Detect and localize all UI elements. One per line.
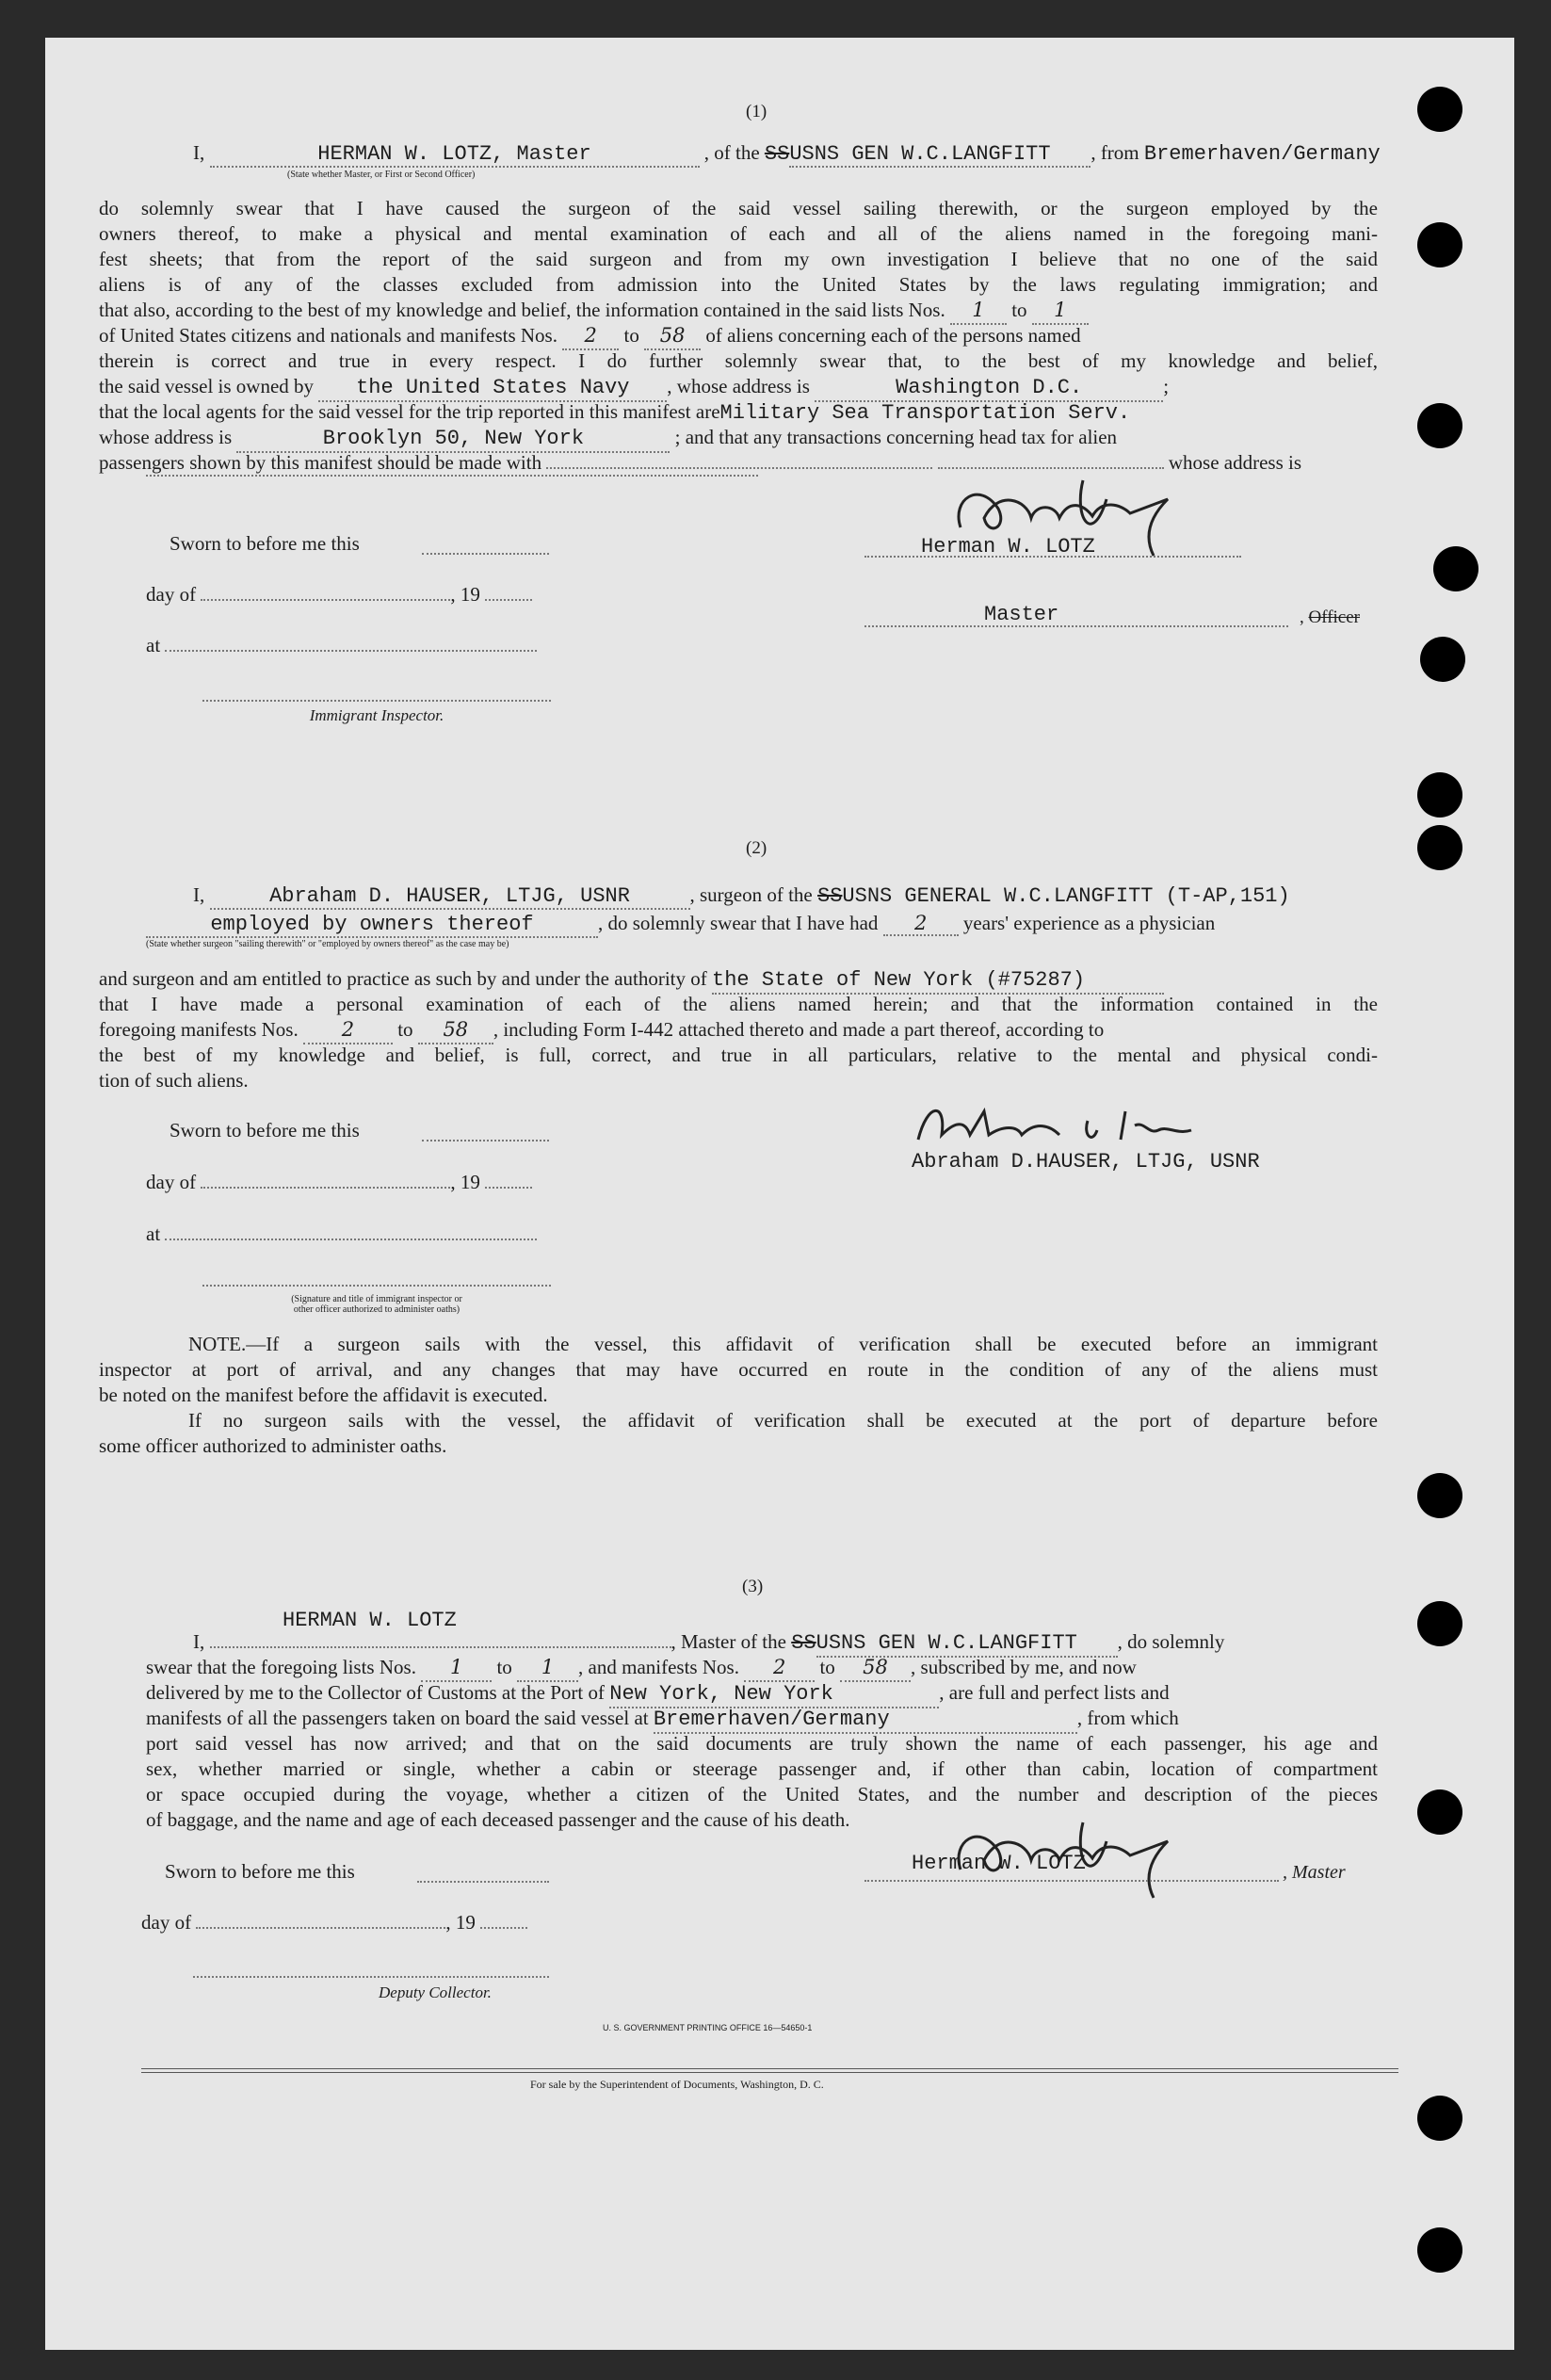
surgeon-line <box>193 883 1290 910</box>
text: , whose address is <box>667 375 810 397</box>
section-2-number: (2) <box>746 838 767 858</box>
label-i: I, <box>193 141 205 164</box>
years-field: 2 <box>883 912 959 936</box>
affidavit-3-line <box>146 1680 1378 1708</box>
sworn-label: Sworn to before me this <box>165 1860 355 1883</box>
text: manifests of all the passengers taken on board the said vessel at <box>146 1707 649 1729</box>
sworn-date-line <box>422 553 549 555</box>
struck-prefix: SS <box>817 884 843 908</box>
text: at <box>146 1222 161 1245</box>
text: (Signature and title of immigrant inspector or <box>291 1294 462 1304</box>
punch-hole <box>1417 825 1462 870</box>
master-label: , Master <box>1283 1862 1346 1883</box>
label-of-the: , of the <box>703 141 760 164</box>
master-signature-line <box>864 1880 1279 1882</box>
affidavit-1-line <box>99 425 1378 453</box>
section-3-number: (3) <box>742 1577 764 1596</box>
year-label: , 19 <box>450 583 480 606</box>
text: whose address is <box>1168 451 1302 474</box>
punch-hole <box>1433 546 1478 591</box>
affidavit-1-line: therein is correct and true in every respect. I do further solemnly swear that, to the best of my knowledge and belief, <box>99 349 1378 372</box>
sale-notice: For sale by the Superintendent of Documents, Washington, D. C. <box>530 2078 824 2091</box>
text: to <box>496 1656 512 1678</box>
owner-address-field: Washington D.C. <box>815 375 1163 402</box>
affidavit-3-line <box>146 1706 1378 1734</box>
manifest-to-field: 58 <box>840 1655 911 1682</box>
affidavit-1-line: the said vessel is owned by the United States Navy , whose address is Washington D.C. ; <box>99 374 1378 402</box>
text: , do solemnly swear that I have had <box>598 912 879 934</box>
label-from: from <box>1100 141 1139 164</box>
text: , are full and perfect lists and <box>939 1681 1170 1704</box>
affidavit-2-line: that I have made a personal examination of each of the aliens named herein; and that the information contained in the <box>99 993 1378 1015</box>
year-label: , 19 <box>450 1171 480 1193</box>
lists-to-field: 1 <box>517 1655 578 1682</box>
employed-line <box>146 912 1215 938</box>
day-of-label <box>146 583 532 607</box>
caption-officer-signature <box>202 1294 551 1315</box>
text: to <box>819 1656 835 1678</box>
surgeon-typed-name: Abraham D.HAUSER, LTJG, USNR <box>912 1150 1260 1174</box>
affidavit-1-line <box>99 399 1378 426</box>
text: , surgeon of the <box>689 883 813 906</box>
note-line <box>188 1332 1378 1357</box>
note-line: be noted on the manifest before the affidavit is executed. <box>99 1384 548 1406</box>
printing-office-line: U. S. GOVERNMENT PRINTING OFFICE 16—54650-1 <box>603 2023 813 2032</box>
officer-label: , Officer <box>1300 607 1361 627</box>
at-label <box>146 1222 537 1246</box>
punch-hole <box>1417 1789 1462 1835</box>
text: of United States citizens and nationals and manifests Nos. <box>99 324 557 347</box>
punch-hole <box>1417 2227 1462 2273</box>
text: passengers shown by this manifest should be made with <box>99 451 542 474</box>
surgeon-name-field: Abraham D. HAUSER, LTJG, USNR <box>210 884 690 910</box>
lists-from-field: 1 <box>950 298 1007 325</box>
title-line <box>864 625 1288 627</box>
struck-prefix: SS <box>791 1631 816 1655</box>
text: to <box>397 1018 413 1041</box>
officer-line <box>202 1285 551 1287</box>
text: , from which <box>1076 1707 1179 1729</box>
affidavit-3-line: sex, whether married or single, whether a cabin or steerage passenger and, if other than cabin, location of compartment <box>146 1757 1378 1780</box>
text: , Master of the <box>670 1630 786 1653</box>
manifest-to-field: 58 <box>644 323 701 350</box>
text: , do solemnly <box>1117 1630 1225 1653</box>
text: that the local agents for the said vessel for the trip reported in this manifest are <box>99 400 720 423</box>
text: and surgeon and am entitled to practice as such by and under the authority of <box>99 967 707 990</box>
vessel-name-field: USNS GEN W.C.LANGFITT <box>789 142 1091 168</box>
master-name-field: HERMAN W. LOTZ, Master <box>210 142 700 168</box>
text: , and manifests Nos. <box>578 1656 739 1678</box>
blank-line <box>146 475 758 477</box>
affidavit-3-line <box>193 1629 1378 1658</box>
agent-field: Military Sea Transportation Serv. <box>719 401 1131 425</box>
master-title-typed: Master <box>984 603 1059 626</box>
note-line: If no surgeon sails with the vessel, the affidavit of verification shall be executed at the port of departure before <box>188 1409 1378 1432</box>
punch-hole <box>1420 637 1465 682</box>
authority-field: the State of New York (#75287) <box>712 967 1164 995</box>
master-signature-line <box>864 556 1241 558</box>
text: , including Form I-442 attached thereto and made a part thereof, according to <box>493 1018 1105 1041</box>
text: swear that the foregoing lists Nos. <box>146 1656 416 1678</box>
caption-officer: (State whether Master, or First or Second Officer) <box>287 170 476 180</box>
text: to <box>623 324 639 347</box>
affidavit-1-line <box>99 298 1378 325</box>
inspector-caption: Immigrant Inspector. <box>309 706 444 724</box>
struck-prefix: SS <box>764 142 790 166</box>
affidavit-3-line: port said vessel has now arrived; and that on the said documents are truly shown the name of each passenger, his age and <box>146 1732 1378 1755</box>
affidavit-2-line: the best of my knowledge and belief, is full, correct, and true in all particulars, relative to the mental and physical condi- <box>99 1044 1378 1066</box>
master-line: I, HERMAN W. LOTZ, Master , of the SSUSNS GEN W.C.LANGFITT , from Bremerhaven/Germany <box>193 141 1381 166</box>
text: the said vessel is owned by <box>99 375 315 397</box>
text: at <box>146 634 161 656</box>
text: day of <box>146 1171 197 1193</box>
manifest-from-field: 2 <box>744 1655 815 1682</box>
text: of aliens concerning each of the persons named <box>705 324 1081 347</box>
lists-to-field: 1 <box>1032 298 1089 325</box>
collector-caption: Deputy Collector. <box>379 1983 492 2001</box>
port-from-field: Bremerhaven/Germany <box>654 1707 1077 1734</box>
note-line: some officer authorized to administer oaths. <box>99 1434 447 1457</box>
section-1-number: (1) <box>746 102 767 121</box>
text: delivered by me to the Collector of Customs at the Port of <box>146 1681 605 1704</box>
master-typed-name: Herman W. LOTZ <box>921 535 1095 559</box>
owner-field: the United States Navy <box>318 375 667 402</box>
master-typed-name: Herman W. LOTZ <box>912 1852 1086 1875</box>
affidavit-3-line: of baggage, and the name and age of each deceased passenger and the cause of his death. <box>146 1808 850 1831</box>
surgeon-signature <box>909 1093 1229 1158</box>
punch-hole <box>1417 772 1462 818</box>
text: I, <box>193 1630 205 1653</box>
inspector-line <box>202 700 551 702</box>
punch-hole <box>1417 403 1462 448</box>
text: years' experience as a physician <box>962 912 1216 934</box>
agent-address-field: Brooklyn 50, New York <box>236 426 670 453</box>
sworn-label: Sworn to before me this <box>170 1119 360 1141</box>
day-of-label <box>146 1171 532 1194</box>
officer-text: Officer <box>1308 607 1361 627</box>
affidavit-2-line: tion of such aliens. <box>99 1069 249 1092</box>
text: day of <box>141 1911 192 1934</box>
punch-hole <box>1417 1601 1462 1646</box>
text: I, <box>193 883 205 906</box>
punch-hole <box>1417 222 1462 267</box>
manifest-from-field: 2 <box>562 323 619 350</box>
employment-field: employed by owners thereof <box>146 913 598 938</box>
year-label: , 19 <box>445 1911 476 1934</box>
collector-line <box>193 1976 549 1978</box>
text: to <box>1011 299 1027 321</box>
text: other officer authorized to administer oaths) <box>293 1304 460 1315</box>
port-field: New York, New York <box>609 1681 939 1708</box>
affidavit-1-line: fest sheets; that from the report of the said surgeon and from my own investigation I believe that no one of the said <box>99 248 1378 270</box>
affidavit-3-line <box>146 1655 1378 1682</box>
note-line: inspector at port of arrival, and any changes that may have occurred en route in the condition of any of the aliens must <box>99 1358 1378 1381</box>
sworn-date-line <box>417 1881 549 1883</box>
footer-rule <box>141 2072 1398 2073</box>
master-name-typed: HERMAN W. LOTZ <box>283 1609 457 1632</box>
affidavit-1-line: aliens is of any of the classes excluded from admission into the United States by the laws regulating immigration; and <box>99 273 1378 296</box>
affidavit-1-line: do solemnly swear that I have caused the surgeon of the said vessel sailing therewith, or the surgeon employed by the <box>99 197 1378 219</box>
text: that also, according to the best of my knowledge and belief, the information contained in the said lists Nos. <box>99 299 945 321</box>
punch-hole <box>1417 1473 1462 1518</box>
footer-rule <box>141 2068 1398 2069</box>
affidavit-1-line: owners thereof, to make a physical and mental examination of each and all of the aliens named in the foregoing mani- <box>99 222 1378 245</box>
affidavit-2-line <box>99 966 1378 995</box>
lists-from-field: 1 <box>421 1655 492 1682</box>
affidavit-1-line <box>99 323 1378 350</box>
day-of-label <box>141 1911 527 1935</box>
vessel-name-field: USNS GENERAL W.C.LANGFITT (T-AP,151) <box>842 884 1290 908</box>
at-label <box>146 634 537 657</box>
port-from-field: Bremerhaven/Germany <box>1143 142 1381 166</box>
sworn-label: Sworn to before me this <box>170 532 360 555</box>
manifest-from-field: 2 <box>303 1017 393 1044</box>
punch-hole <box>1417 87 1462 132</box>
caption-surgeon: (State whether surgeon "sailing therewith" or "employed by owners thereof" as the case may be) <box>146 939 509 949</box>
text: whose address is <box>99 426 233 448</box>
manifest-to-field: 58 <box>418 1017 493 1044</box>
text: , subscribed by me, and now <box>911 1656 1137 1678</box>
punch-hole <box>1417 2096 1462 2141</box>
text: foregoing manifests Nos. <box>99 1018 299 1041</box>
text: ; and that any transactions concerning head tax for alien <box>674 426 1118 448</box>
sworn-date-line <box>422 1140 549 1141</box>
affidavit-3-line: or space occupied during the voyage, whether a citizen of the United States, and the number and description of the pieces <box>146 1783 1378 1805</box>
text: day of <box>146 583 197 606</box>
affidavit-2-line <box>99 1017 1378 1044</box>
vessel-name-field: USNS GEN W.C.LANGFITT <box>816 1630 1118 1658</box>
text: NOTE.—If a surgeon sails with the vessel, this affidavit of verification shall be executed before an immigrant <box>188 1333 1378 1355</box>
